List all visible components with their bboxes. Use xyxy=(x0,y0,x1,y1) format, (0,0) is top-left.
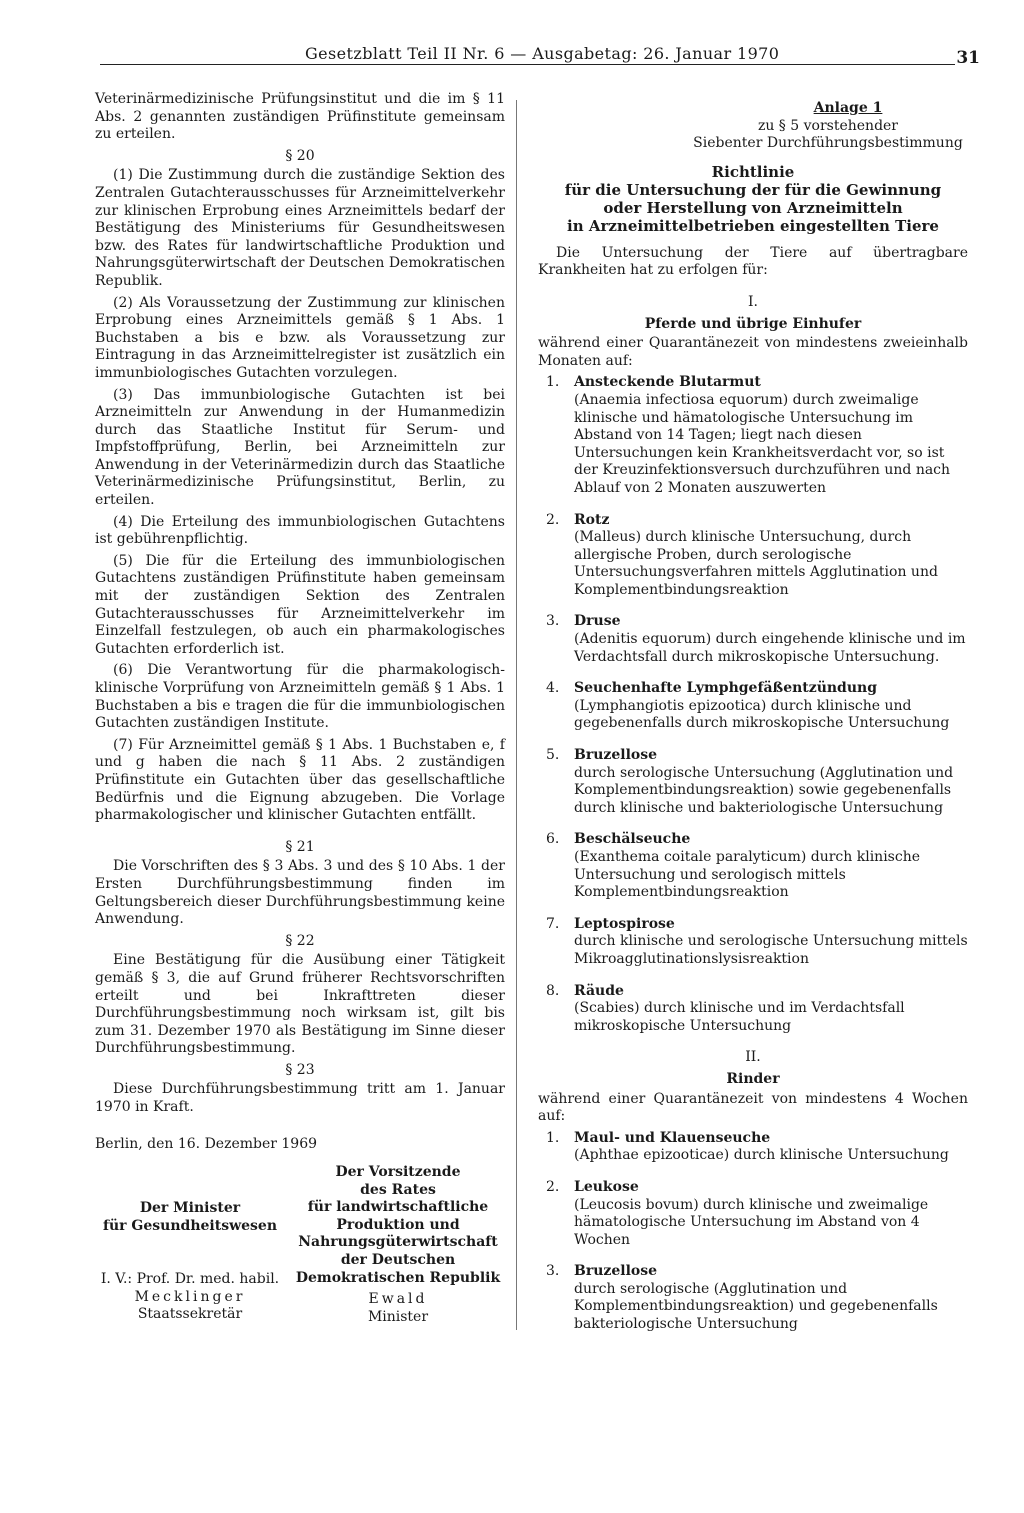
anlage-ref-1: zu § 5 vorstehender xyxy=(757,117,899,134)
item-name: Bruzellose xyxy=(574,747,658,764)
right-signer-role: Minister xyxy=(367,1308,429,1325)
list-item xyxy=(538,831,968,901)
page-header xyxy=(100,44,980,74)
section-20-para-5: (5) Die für die Erteilung des immunbiologischen Gutachtens zuständigen Prüfinstitute haben gemeinsam mit der zuständigen Sektion des Zentralen Gutachterausschusses für Arzneimittelverkehr im Einzelfall festzulegen, ob auch ein pharmakologisches Gutachten erforderlich ist. xyxy=(95,552,505,657)
signature-right xyxy=(291,1164,505,1326)
left-signer-role: Staatssekretär xyxy=(137,1306,243,1323)
section-20-title: § 20 xyxy=(285,147,315,164)
right-signer-name: Ewald xyxy=(368,1291,428,1308)
section-20-para-1: (1) Die Zustimmung durch die zuständige Sektion des Zentralen Gutachterausschusses für Arzneimittelverkehr zur klinischen Erprobung eines Arzneimittels bedarf der Bestätigung des Ministeriums für Gesundheitswesen bzw. des Rates für landwirtschaftliche Produktion und Nahrungsgüterwirtschaft der Deutschen Demokratischen Republik. xyxy=(95,167,506,289)
item-detail: (Malleus) durch klinische Untersuchung, durch allergische Proben, durch serologische Untersuchungsverfahren mittels Agglutination und Komplementbindungsreaktion xyxy=(574,529,938,598)
right-title-6: der Deutschen xyxy=(340,1251,456,1268)
item-number: 3. xyxy=(546,1263,560,1280)
page-number: 31 xyxy=(956,48,980,68)
section-1-list xyxy=(538,374,968,1035)
left-title-2: für Gesundheitswesen xyxy=(102,1217,278,1234)
list-item xyxy=(538,512,968,600)
section-20-para-7: (7) Für Arzneimittel gemäß § 1 Abs. 1 Buchstaben e, f und g haben die nach § 11 Abs. 2 zuständigen Prüfinstitute ein Gutachten über das gesellschaftliche Bedürfnis und die Eignung abzugeben. Die Vorlage pharmakologischer und klinischer Gutachten entfällt. xyxy=(95,736,505,824)
section-2-heading: Rinder xyxy=(726,1070,780,1087)
right-title-2: des Rates xyxy=(360,1181,436,1198)
item-number: 8. xyxy=(546,982,560,999)
list-item xyxy=(538,747,968,817)
right-title-7: Demokratischen Republik xyxy=(295,1269,501,1286)
section-22-title: § 22 xyxy=(285,932,315,949)
item-name: Leukose xyxy=(574,1178,639,1195)
item-detail: (Aphthae epizooticae) durch klinische Untersuchung xyxy=(574,1147,949,1164)
item-detail: (Exanthema coitale paralyticum) durch klinische Untersuchung und serologisch mittels Komplementbindungsreaktion xyxy=(574,849,920,901)
left-column xyxy=(95,91,505,1121)
item-number: 2. xyxy=(546,511,560,528)
item-detail: (Lymphangiotis epizootica) durch klinische und gegebenenfalls durch mikroskopische Untersuchung xyxy=(574,697,950,732)
intro-paragraph: Veterinärmedizinische Prüfungsinstitut und die im § 11 Abs. 2 genannten zuständigen Prüfinstitute gemeinsam zu erteilen. xyxy=(95,91,505,143)
item-detail: (Scabies) durch klinische und im Verdachtsfall mikroskopische Untersuchung xyxy=(574,1000,905,1034)
item-detail: (Adenitis equorum) durch eingehende klinische und im Verdachtsfall durch mikroskopische Untersuchung. xyxy=(574,631,966,665)
guideline-line-2: für die Untersuchung der für die Gewinnung xyxy=(564,180,942,199)
right-column xyxy=(538,100,968,1348)
item-number: 1. xyxy=(546,374,560,391)
header-title: Gesetzblatt Teil II Nr. 6 — Ausgabetag: 26. Januar 1970 xyxy=(305,44,780,63)
item-name: Maul- und Klauenseuche xyxy=(574,1129,771,1146)
column-divider xyxy=(516,100,517,1330)
item-name: Leptospirose xyxy=(574,915,675,932)
item-name: Räude xyxy=(574,982,624,999)
section-23-title: § 23 xyxy=(285,1061,315,1078)
guideline-intro: Die Untersuchung der Tiere auf übertragbare Krankheiten hat zu erfolgen für: xyxy=(538,244,968,279)
item-name: Bruzellose xyxy=(574,1263,658,1280)
item-number: 2. xyxy=(546,1178,560,1195)
section-2-list xyxy=(538,1130,968,1334)
section-21-title: § 21 xyxy=(285,838,315,855)
section-20-para-2: (2) Als Voraussetzung der Zustimmung zur klinischen Erprobung eines Arzneimittels gemäß § 1 Abs. 1 Buchstaben a bis e bzw. als Voraussetzung zur Eintragung in das Arzneimittelregister ist zusätzlich ein immunbiologisches Gutachten vorzulegen. xyxy=(95,294,505,381)
item-number: 7. xyxy=(546,915,560,932)
right-title-3: für landwirtschaftliche xyxy=(307,1199,489,1216)
header-rule xyxy=(100,64,955,65)
list-item xyxy=(538,374,968,497)
item-detail: durch serologische Untersuchung (Agglutination und Komplementbindungsreaktion) sowie gegebenenfalls durch klinische und bakteriologische Untersuchung xyxy=(574,764,954,816)
item-name: Druse xyxy=(574,613,621,630)
section-1-heading: Pferde und übrige Einhufer xyxy=(644,315,862,332)
list-item xyxy=(538,680,968,733)
left-signer-name: Mecklinger xyxy=(134,1288,246,1305)
section-23-para-1: Diese Durchführungsbestimmung tritt am 1. Januar 1970 in Kraft. xyxy=(95,1081,505,1116)
item-detail: (Leucosis bovum) durch klinische und zweimalige hämatologische Untersuchung im Abstand von 4 Wochen xyxy=(574,1196,929,1248)
guideline-title xyxy=(538,163,968,235)
list-item xyxy=(538,613,968,666)
section-21-para-1: Die Vorschriften des § 3 Abs. 3 und des § 10 Abs. 1 der Ersten Durchführungsbestimmung finden im Geltungsbereich dieser Durchführungsbestimmung keine Anwendung. xyxy=(95,858,505,928)
right-title-4: Produktion und xyxy=(336,1216,460,1233)
item-number: 6. xyxy=(546,831,560,848)
left-signer: I. V.: Prof. Dr. med. habil. xyxy=(100,1271,280,1288)
left-title-1: Der Minister xyxy=(139,1200,241,1216)
list-item xyxy=(538,1179,968,1249)
item-detail: durch serologische (Agglutination und Komplementbindungsreaktion) und gegebenenfalls bakteriologische Untersuchung xyxy=(574,1280,938,1333)
signature-block xyxy=(95,1136,505,1325)
right-title-1: Der Vorsitzende xyxy=(335,1164,461,1180)
item-name: Seuchenhafte Lymphgefäßentzündung xyxy=(574,680,877,697)
section-20-para-3: (3) Das immunbiologische Gutachten ist bei Arzneimitteln zur Anwendung in der Humanmedizin durch das Staatliche Institut für Serum- und Impfstoffprüfung, Berlin, bei Arzneimitteln zur Anwendung in der Veterinärmedizin durch das Staatliche Veterinärmedizinische Prüfungsinstitut, Berlin, zu erteilen. xyxy=(95,386,505,509)
anlage-ref-2: Siebenter Durchführungsbestimmung xyxy=(693,135,963,152)
guideline-line-3: oder Herstellung von Arzneimitteln xyxy=(603,198,903,217)
section-1-intro: während einer Quarantänezeit von mindestens zweieinhalb Monaten auf: xyxy=(538,335,968,369)
item-detail: (Anaemia infectiosa equorum) durch zweimalige klinische und hämatologische Untersuchung im Abstand von 14 Tagen; liegt nach diesen Untersuchungen kein Krankheitsverdacht vor, so ist der Kreuzinfektionsversuch durchzuführen und nach Ablauf von 2 Monaten auszuwerten xyxy=(574,391,951,496)
section-2-intro: während einer Quarantänezeit von mindestens 4 Wochen auf: xyxy=(538,1090,968,1125)
guideline-line-1: Richtlinie xyxy=(711,162,795,181)
guideline-line-4: in Arzneimittelbetrieben eingestellten Tiere xyxy=(567,216,939,235)
item-number: 4. xyxy=(546,680,560,697)
list-item xyxy=(538,916,968,969)
list-item xyxy=(538,1130,968,1165)
section-20-para-6: (6) Die Verantwortung für die pharmakologisch-klinische Vorprüfung von Arzneimitteln gemäß § 1 Abs. 1 Buchstaben a bis e tragen die für die immunbiologischen Gutachten zuständigen Institute. xyxy=(95,662,505,732)
anlage-title: Anlage 1 xyxy=(813,100,883,116)
right-title-5: Nahrungsgüterwirtschaft xyxy=(298,1234,498,1251)
item-detail: durch klinische und serologische Untersuchung mittels Mikroagglutinationslysisreaktion xyxy=(574,933,968,967)
signature-date: Berlin, den 16. Dezember 1969 xyxy=(95,1136,318,1152)
list-item xyxy=(538,983,968,1036)
section-2-number: II. xyxy=(745,1049,761,1066)
section-1-number: I. xyxy=(748,293,758,310)
item-number: 5. xyxy=(546,747,560,764)
list-item xyxy=(538,1263,968,1333)
item-number: 3. xyxy=(546,613,560,630)
item-name: Ansteckende Blutarmut xyxy=(574,374,761,391)
signature-left xyxy=(95,1200,285,1324)
section-20-para-4: (4) Die Erteilung des immunbiologischen Gutachtens ist gebührenpflichtig. xyxy=(95,513,505,548)
item-name: Rotz xyxy=(574,511,610,528)
item-number: 1. xyxy=(546,1129,560,1146)
section-22-para-1: Eine Bestätigung für die Ausübung einer Tätigkeit gemäß § 3, die auf Grund früherer Rechtsvorschriften erteilt und bei Inkrafttreten dieser Durchführungsbestimmung noch wirksam ist, gilt bis zum 31. Dezember 1970 als Bestätigung im Sinne dieser Durchführungsbestimmung. xyxy=(95,952,505,1057)
item-name: Beschälseuche xyxy=(574,831,691,848)
